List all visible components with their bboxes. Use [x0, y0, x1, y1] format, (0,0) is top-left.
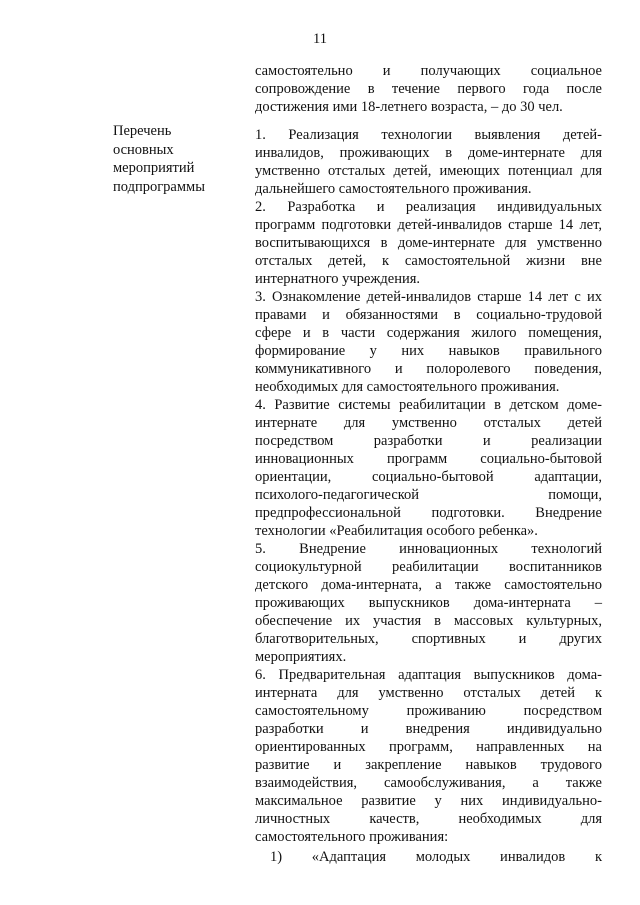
text-line: правами и обязанностями в социально-трудовой	[255, 307, 602, 323]
text-line: 5. Внедрение инновационных технологий	[255, 541, 602, 557]
text-line: детского дома-интерната, а также самостоятельно	[255, 577, 602, 593]
text-line: 1) «Адаптация молодых инвалидов к	[270, 849, 602, 865]
text-line: развитие и закрепление навыков трудового	[255, 757, 602, 773]
text-line: инновационных программ социально-бытовой	[255, 451, 602, 467]
text-line: технологии «Реабилитация особого ребенка».	[255, 523, 538, 539]
text-line: интернате для умственно отсталых детей	[255, 415, 602, 431]
text-line: самостоятельного проживания:	[255, 829, 449, 845]
text-line: мероприятиях.	[255, 649, 347, 665]
text-line: интернатного учреждения.	[255, 271, 421, 287]
text-line: формирование у них навыков правильного	[255, 343, 602, 359]
text-line: ориентированных программ, направленных на	[255, 739, 602, 755]
text-line: 4. Развитие системы реабилитации в детском доме-	[255, 397, 602, 413]
text-line: 6. Предварительная адаптация выпускников дома-	[255, 667, 602, 683]
text-line: сфере и в части содержания жилого помещения,	[255, 325, 602, 341]
text-line: взаимодействия, самообслуживания, а также	[255, 775, 602, 791]
text-line: инвалидов, проживающих в доме-интернате для	[255, 145, 602, 161]
text-line: отсталых детей, к самостоятельной жизни вне	[255, 253, 602, 269]
text-line: благотворительных, спортивных и других	[255, 631, 602, 647]
text-line: максимальное развитие у них индивидуально-	[255, 793, 602, 809]
text-line: самостоятельно и получающих социальное	[255, 63, 602, 79]
text-line: психолого-педагогической помощи,	[255, 487, 602, 503]
text-line: коммуникативного и полоролевого поведения,	[255, 361, 602, 377]
text-line: 3. Ознакомление детей-инвалидов старше 14 лет с их	[255, 289, 602, 305]
text-line: необходимых для самостоятельного проживания.	[255, 379, 560, 395]
text-line: достижения ими 18-летнего возраста, – до 30 чел.	[255, 99, 563, 115]
text-line: дальнейшего самостоятельного проживания.	[255, 181, 532, 197]
text-line: программ подготовки детей-инвалидов старше 14 лет,	[255, 217, 602, 233]
text-line: сопровождение в течение первого года после	[255, 81, 602, 97]
text-line: предпрофессиональной подготовки. Внедрение	[255, 505, 602, 521]
section-label	[113, 122, 233, 196]
text-line: проживающих выпускников дома-интерната –	[255, 595, 602, 611]
page-number: 11	[313, 31, 327, 47]
section-label-line: подпрограммы	[113, 178, 205, 195]
text-line: воспитывающихся в доме-интернате для умственно	[255, 235, 602, 251]
section-label-line: Перечень	[113, 123, 172, 139]
text-line: интерната для умственно отсталых детей к	[255, 685, 602, 701]
text-line: личностных качеств, необходимых для	[255, 811, 602, 827]
text-line: умственно отсталых детей, имеющих потенциал для	[255, 163, 602, 179]
text-line: разработки и внедрения индивидуально	[255, 721, 602, 737]
section-label-line: основных	[113, 141, 174, 158]
section-label-line: мероприятий	[113, 160, 195, 176]
text-line: ориентации, социально-бытовой адаптации,	[255, 469, 602, 485]
text-line: посредством разработки и реализации	[255, 433, 602, 449]
text-line: 2. Разработка и реализация индивидуальных	[255, 199, 602, 215]
text-line: 1. Реализация технологии выявления детей-	[255, 127, 602, 143]
text-line: обеспечение их участия в массовых культурных,	[255, 613, 602, 629]
text-line: социокультурной реабилитации воспитанников	[255, 559, 602, 575]
text-line: самостоятельному проживанию посредством	[255, 703, 602, 719]
